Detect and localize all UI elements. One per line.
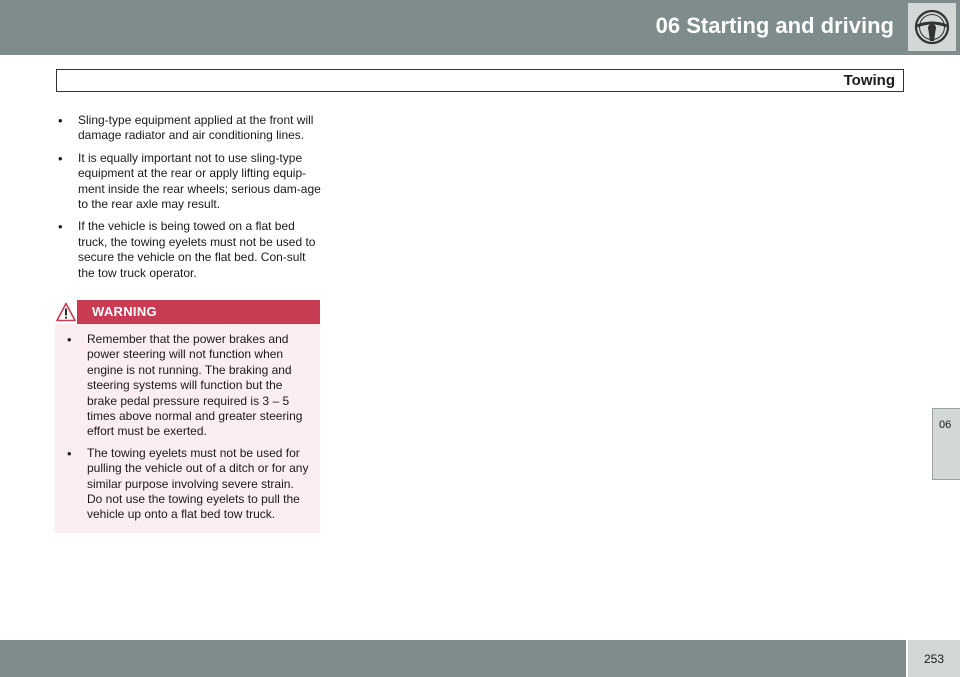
towing-bullet-list xyxy=(56,113,322,281)
header-band xyxy=(0,0,960,55)
warning-title: WARNING xyxy=(92,304,157,319)
list-item: • The towing eyelets must not be used for pulling the vehicle out of a ditch or for any similar purpose involving severe strain. Do not use the towing eyelets to pull the vehicle up onto a flat bed tow truck. xyxy=(65,446,310,523)
main-content xyxy=(56,113,322,288)
warning-bullet-list xyxy=(55,332,320,523)
warning-triangle-icon xyxy=(56,302,76,322)
warning-header xyxy=(55,300,320,324)
list-item: • Remember that the power brakes and power steering will not function when engine is not running. The braking and steering systems will function but the brake pedal pressure required is 3 – 5 times above normal and greater steering effort must be exerted. xyxy=(65,332,310,440)
list-item: • It is equally important not to use sling-type equipment at the rear or apply lifting equip-ment inside the rear wheels; serious dam-age to the rear axle may result. xyxy=(56,151,322,213)
section-header xyxy=(56,69,904,92)
warning-box xyxy=(55,300,320,533)
footer-band xyxy=(0,640,906,677)
section-title: Towing xyxy=(843,72,895,89)
list-item: • Sling-type equipment applied at the front will damage radiator and air conditioning lines. xyxy=(56,113,322,144)
warning-icon-box xyxy=(55,300,77,324)
chapter-icon-box xyxy=(908,3,956,51)
list-item: • If the vehicle is being towed on a flat bed truck, the towing eyelets must not be used to secure the vehicle on the flat bed. Con-sult the tow truck operator. xyxy=(56,219,322,281)
chapter-tab xyxy=(932,408,960,480)
page-number-box xyxy=(908,640,960,677)
steering-wheel-icon xyxy=(913,8,951,46)
chapter-title: 06 Starting and driving xyxy=(655,13,894,38)
chapter-tab-label: 06 xyxy=(939,419,952,431)
page-number: 253 xyxy=(923,652,944,666)
